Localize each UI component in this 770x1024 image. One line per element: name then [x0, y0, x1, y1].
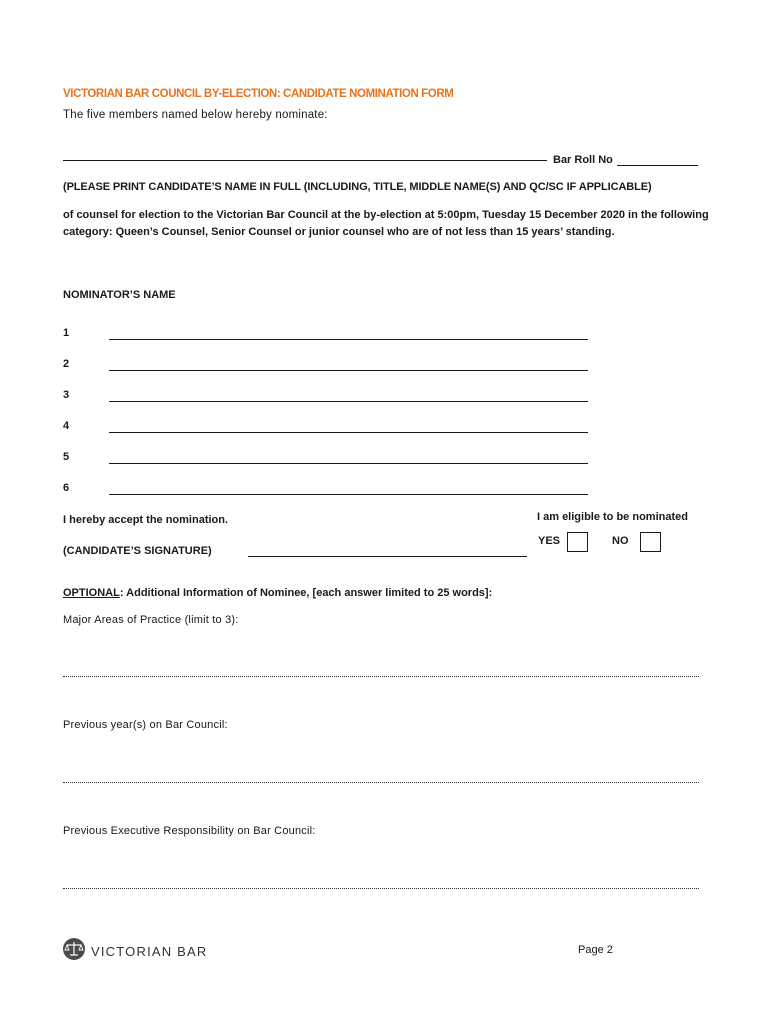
nominator-name-field-4[interactable] [109, 432, 588, 433]
logo-text: VICTORIAN BAR [91, 944, 208, 959]
page-number: Page 2 [578, 944, 613, 956]
nominator-number-5: 5 [63, 451, 70, 463]
candidate-signature-field[interactable] [248, 556, 527, 557]
question-executive-responsibility: Previous Executive Responsibility on Bar Council: [63, 825, 316, 837]
no-checkbox[interactable] [640, 532, 661, 552]
scales-of-justice-icon [62, 937, 86, 966]
nominator-name-field-2[interactable] [109, 370, 588, 371]
optional-label: OPTIONAL [63, 587, 120, 599]
victorian-bar-logo [62, 937, 208, 966]
candidate-name-field[interactable] [63, 160, 547, 161]
nominator-number-4: 4 [63, 420, 70, 432]
bar-roll-label: Bar Roll No [553, 154, 613, 166]
nominator-name-field-3[interactable] [109, 401, 588, 402]
answer-practice-areas[interactable] [63, 676, 699, 677]
intro-text: The five members named below hereby nominate: [63, 109, 328, 121]
eligible-label: I am eligible to be nominated [537, 511, 688, 523]
form-title: VICTORIAN BAR COUNCIL BY-ELECTION: CANDIDATE NOMINATION FORM [63, 88, 454, 100]
signature-label: (CANDIDATE’S SIGNATURE) [63, 545, 212, 557]
question-previous-years: Previous year(s) on Bar Council: [63, 719, 228, 731]
yes-checkbox[interactable] [567, 532, 588, 552]
question-practice-areas: Major Areas of Practice (limit to 3): [63, 614, 239, 626]
nominator-number-2: 2 [63, 358, 70, 370]
nominator-name-field-5[interactable] [109, 463, 588, 464]
nominator-name-field-1[interactable] [109, 339, 588, 340]
optional-heading [63, 587, 492, 599]
nominator-name-field-6[interactable] [109, 494, 588, 495]
yes-label: YES [538, 535, 561, 547]
answer-previous-years[interactable] [63, 782, 699, 783]
bar-roll-field[interactable] [617, 165, 698, 166]
no-label: NO [612, 535, 629, 547]
nominator-number-3: 3 [63, 389, 70, 401]
nominators-heading: NOMINATOR’S NAME [63, 289, 176, 301]
print-instruction: (PLEASE PRINT CANDIDATE’S NAME IN FULL (INCLUDING, TITLE, MIDDLE NAME(S) AND QC/SC IF APPLICABLE) [63, 181, 652, 193]
answer-executive-responsibility[interactable] [63, 888, 699, 889]
nominator-number-6: 6 [63, 482, 70, 494]
accept-text: I hereby accept the nomination. [63, 514, 229, 526]
category-text: of counsel for election to the Victorian Bar Council at the by-election at 5:00pm, Tuesday 15 December 2020 in the following category: Queen’s Counsel, Senior Counsel or junior counsel who are of not less than 15 years’ standing. [63, 209, 709, 238]
nominator-number-1: 1 [63, 327, 70, 339]
optional-heading-rest: : Additional Information of Nominee, [each answer limited to 25 words]: [119, 587, 493, 599]
